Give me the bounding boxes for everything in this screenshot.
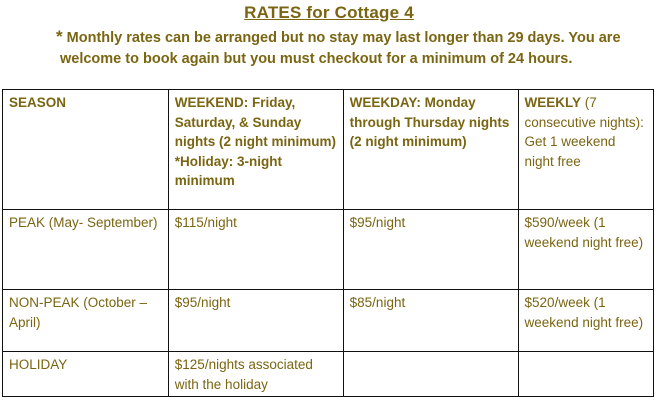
cell-season: NON-PEAK (October – April)	[3, 290, 169, 352]
table-row	[3, 210, 654, 290]
cell-weekend-rate: $125/nights associated with the holiday	[168, 352, 343, 397]
page-title: RATES for Cottage 4	[244, 3, 414, 22]
header-weekday: WEEKDAY: Monday through Thursday nights (2 night minimum)	[343, 90, 518, 210]
cell-weekend-rate: $115/night	[168, 210, 343, 290]
note-line-1: Monthly rates can be arranged but no stay may last longer than 29 days. You are	[66, 30, 621, 46]
cell-weekday-rate	[343, 352, 518, 397]
header-weekend-holiday: *Holiday: 3-night minimum	[174, 153, 283, 188]
cell-weekly-rate: $590/week (1 weekend night free)	[518, 210, 653, 290]
header-weekly	[518, 90, 653, 210]
note-asterisk: *	[56, 27, 63, 46]
cell-weekday-rate: $95/night	[343, 210, 518, 290]
header-weekend	[168, 90, 343, 210]
rates-table	[2, 89, 654, 397]
header-weekend-text: WEEKEND: Friday, Saturday, & Sunday nights (2 night minimum)	[174, 95, 337, 149]
cell-weekly-rate: $520/week (1 weekend night free)	[518, 290, 653, 352]
table-header-row	[3, 90, 654, 210]
cell-weekday-rate: $85/night	[343, 290, 518, 352]
table-row	[3, 352, 654, 397]
table-row	[3, 290, 654, 352]
stay-policy-note	[56, 26, 656, 70]
header-weekly-label: WEEKLY	[524, 95, 582, 110]
note-line-2: welcome to book again but you must checkout for a minimum of 24 hours.	[60, 51, 573, 67]
cell-season: PEAK (May- September)	[3, 210, 169, 290]
header-season: SEASON	[3, 90, 169, 210]
cell-weekend-rate: $95/night	[168, 290, 343, 352]
cell-season: HOLIDAY	[3, 352, 169, 397]
cell-weekly-rate	[518, 352, 653, 397]
header-weekly-detail: (7 consecutive nights): Get 1 weekend night free	[524, 95, 644, 169]
